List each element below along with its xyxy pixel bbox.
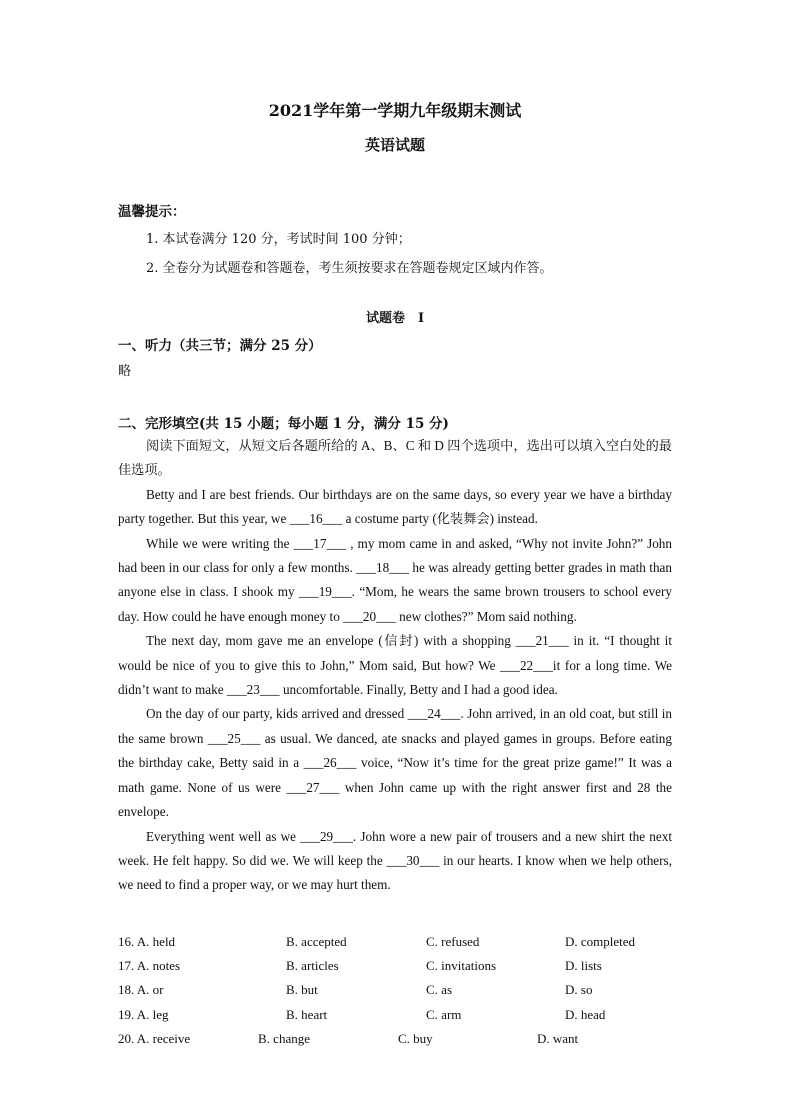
passage-paragraph-2: While we were writing the ___17___ , my mom came in and asked, “Why not invite John?” John had been in our class for only a few months. ___18___ he was already getting better grades in math than anyone else in class. I shook my ___19___. “Mom, he wears the same brown trousers to school every day. How could he have enough money to ___20___ new clothes?” Mom said nothing. — [118, 535, 672, 624]
option-row-18 — [118, 982, 678, 1002]
option-19-b: B. heart — [286, 1007, 328, 1022]
option-19-c: C. arm — [426, 1007, 462, 1022]
option-17-d: D. lists — [565, 958, 602, 973]
option-16-b: B. accepted — [286, 934, 347, 949]
section1-note: 略 — [118, 364, 132, 379]
option-18-a: 18. A. or — [118, 982, 164, 997]
tip-item-1: 1. 本试卷满分 120 分，考试时间 100 分钟； — [146, 232, 411, 247]
option-18-c: C. as — [426, 982, 452, 997]
option-18-d: D. so — [565, 982, 593, 997]
option-17-b: B. articles — [286, 958, 339, 973]
option-row-16 — [118, 934, 678, 954]
option-17-a: 17. A. notes — [118, 958, 181, 973]
option-row-17 — [118, 958, 678, 978]
passage-paragraph-1: Betty and I are best friends. Our birthdays are on the same days, so every year we have a birthday party together. But this year, we ___16___ a costume party (化装舞会) instead. — [118, 486, 672, 527]
option-20-a: 20. A. receive — [118, 1031, 191, 1046]
option-20-b: B. change — [258, 1031, 310, 1046]
option-19-a: 19. A. leg — [118, 1007, 169, 1022]
option-17-c: C. invitations — [426, 958, 497, 973]
option-row-20 — [118, 1031, 678, 1051]
passage-paragraph-4: On the day of our party, kids arrived and dressed ___24___. John arrived, in an old coat, but still in the same brown ___25___ as usual. We danced, ate snacks and played games in groups. Before eating the birthday cake, Betty said in a ___26___ voice, “Now it’s time for the great prize game!” It was a math game. None of us were ___27___ when John came up with the right answer first and 28 the envelope. — [118, 706, 672, 820]
section2-heading: 二、完形填空(共 15 小题；每小题 1 分，满分 15 分) — [118, 416, 449, 432]
option-16-a: 16. A. held — [118, 934, 176, 949]
passage-paragraph-3: The next day, mom gave me an envelope (信封) with a shopping ___21___ in it. “I thought it would be nice of you to give this to John,” Mom said, But how? We ___22___it for a long time. We didn’t want to make ___23___ uncomfortable. Finally, Betty and I had a good idea. — [118, 633, 672, 698]
cloze-passage — [118, 434, 672, 898]
option-16-d: D. completed — [565, 934, 636, 949]
paper-label: 试题卷 I — [365, 311, 425, 326]
option-16-c: C. refused — [426, 934, 480, 949]
cloze-instruction: 阅读下面短文，从短文后各题所给的 A、B、C 和 D 四个选项中，选出可以填入空白处的最佳选项。 — [118, 438, 672, 478]
passage-paragraph-5: Everything went well as we ___29___. John wore a new pair of trousers and a new shirt the next week. He felt happy. So did we. We will keep the ___30___ in our hearts. I know when we help others, we need to find a proper way, or we may hurt them. — [118, 828, 672, 893]
option-20-c: C. buy — [398, 1031, 433, 1046]
exam-title: 2021学年第一学期九年级期末测试 — [268, 101, 522, 120]
option-18-b: B. but — [286, 982, 318, 997]
option-20-d: D. want — [537, 1031, 579, 1046]
option-row-19 — [118, 1007, 678, 1027]
option-19-d: D. head — [565, 1007, 606, 1022]
tip-item-2: 2. 全卷分为试题卷和答题卷，考生须按要求在答题卷规定区域内作答。 — [146, 261, 553, 276]
tips-heading: 温馨提示： — [118, 204, 186, 220]
exam-subtitle: 英语试题 — [364, 136, 425, 154]
section1-heading: 一、听力（共三节；满分 25 分） — [118, 338, 322, 354]
